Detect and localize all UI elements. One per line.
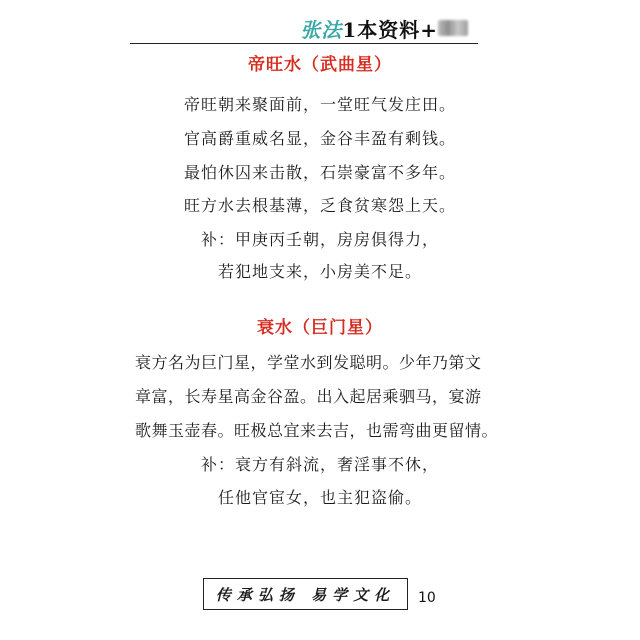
header-title (300, 14, 438, 43)
poem-line: 旺方水去根基薄，乏食贫寒怨上天。 (183, 196, 456, 215)
prose-line: 衰方名为巨门星，学堂水到发聪明。少年乃第文 (135, 353, 482, 372)
poem-line: 补：衰方有斜流，奢淫事不休， (200, 455, 439, 474)
header-title-styled: 张法 (300, 18, 343, 42)
section-title-diwang: 帝旺水（武曲星） (248, 55, 392, 75)
poem-line: 补：甲庚丙壬朝，房房俱得力， (200, 230, 439, 249)
poem-line: 最怕休囚来击散，石崇豪富不多年。 (183, 163, 456, 182)
redaction-blur (438, 20, 468, 36)
poem-line: 官高爵重威名显，金谷丰盈有剩钱。 (183, 129, 456, 148)
prose-line: 歌舞玉壶春。旺极总宜来去吉，也需弯曲更留情。 (135, 421, 499, 440)
poem-line: 帝旺朝来聚面前，一堂旺气发庄田。 (183, 95, 456, 114)
page-number: 10 (418, 590, 436, 606)
poem-line: 若犯地支来，小房美不足。 (217, 262, 422, 281)
prose-line: 章富，长寿星高金谷盈。出入起居乘驷马，宴游 (135, 387, 482, 406)
section-title-shuai: 衰水（巨门星） (257, 318, 383, 338)
header-title-rest: 1本资料+ (342, 18, 438, 42)
page-header (130, 8, 478, 44)
footer-motto-box: 传承弘扬 易学文化 (203, 578, 408, 610)
header-rule (130, 43, 478, 44)
poem-line: 任他官宦女，也主犯盗偷。 (217, 488, 422, 507)
